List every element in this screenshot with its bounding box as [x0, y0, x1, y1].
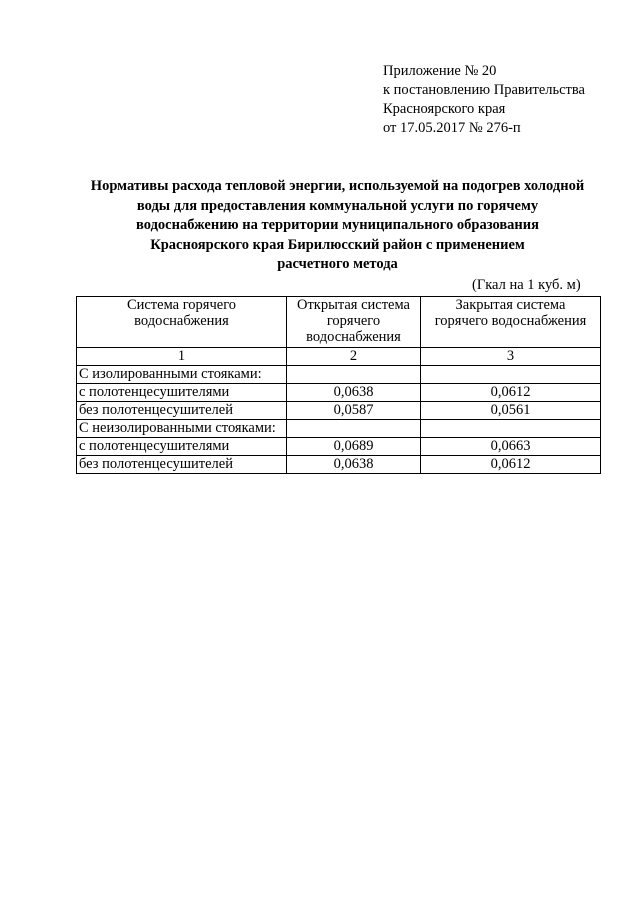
group-row: [77, 366, 601, 384]
table-header-row: [77, 297, 601, 348]
title-line: Красноярского края Бирилюсский район с применением: [150, 236, 525, 253]
header-text: Открытая система: [296, 297, 410, 313]
closed-value: 0,0663: [421, 438, 601, 456]
header-text: водоснабжения: [306, 329, 401, 345]
column-index: 1: [77, 348, 287, 366]
row-name: с полотенцесушителями: [77, 438, 287, 456]
row-name: без полотенцесушителей: [77, 402, 287, 420]
empty-cell: [287, 366, 421, 384]
row-name: с полотенцесушителями: [77, 384, 287, 402]
empty-cell: [287, 420, 421, 438]
open-value: 0,0638: [287, 456, 421, 474]
table-row: [77, 402, 601, 420]
header-system: [77, 297, 287, 348]
header-closed-system: [421, 297, 601, 348]
table-row: [77, 438, 601, 456]
title-line: воды для предоставления коммунальной услуги по горячему: [136, 197, 539, 214]
empty-cell: [421, 366, 601, 384]
title-line: Нормативы расхода тепловой энергии, используемой на подогрев холодной: [90, 178, 585, 194]
title-line: расчетного метода: [277, 256, 398, 272]
units-note: (Гкал на 1 куб. м): [472, 277, 581, 293]
appendix-authority: Красноярского края: [383, 101, 506, 117]
header-text: горячего водоснабжения: [434, 313, 587, 329]
header-text: Система горячего: [126, 297, 237, 313]
appendix-reference: к постановлению Правительства: [383, 82, 585, 98]
group-label: С изолированными стояками:: [77, 366, 287, 384]
closed-value: 0,0612: [421, 384, 601, 402]
column-index-row: [77, 348, 601, 366]
column-index: 3: [421, 348, 601, 366]
closed-value: 0,0561: [421, 402, 601, 420]
norms-table: [76, 296, 601, 474]
table-row: [77, 456, 601, 474]
group-label: С неизолированными стояками:: [77, 420, 287, 438]
closed-value: 0,0612: [421, 456, 601, 474]
header-text: Закрытая система: [455, 297, 566, 313]
column-index: 2: [287, 348, 421, 366]
open-value: 0,0638: [287, 384, 421, 402]
title-line: водоснабжению на территории муниципального образования: [136, 217, 539, 233]
table-row: [77, 384, 601, 402]
appendix-number: Приложение № 20: [383, 63, 497, 79]
row-name: без полотенцесушителей: [77, 456, 287, 474]
header-text: горячего: [326, 313, 381, 329]
appendix-date: от 17.05.2017 № 276-п: [383, 120, 521, 136]
appendix-block: [383, 62, 585, 138]
header-open-system: [287, 297, 421, 348]
empty-cell: [421, 420, 601, 438]
open-value: 0,0689: [287, 438, 421, 456]
document-title: [70, 177, 605, 275]
group-row: [77, 420, 601, 438]
header-text: водоснабжения: [134, 313, 229, 329]
open-value: 0,0587: [287, 402, 421, 420]
